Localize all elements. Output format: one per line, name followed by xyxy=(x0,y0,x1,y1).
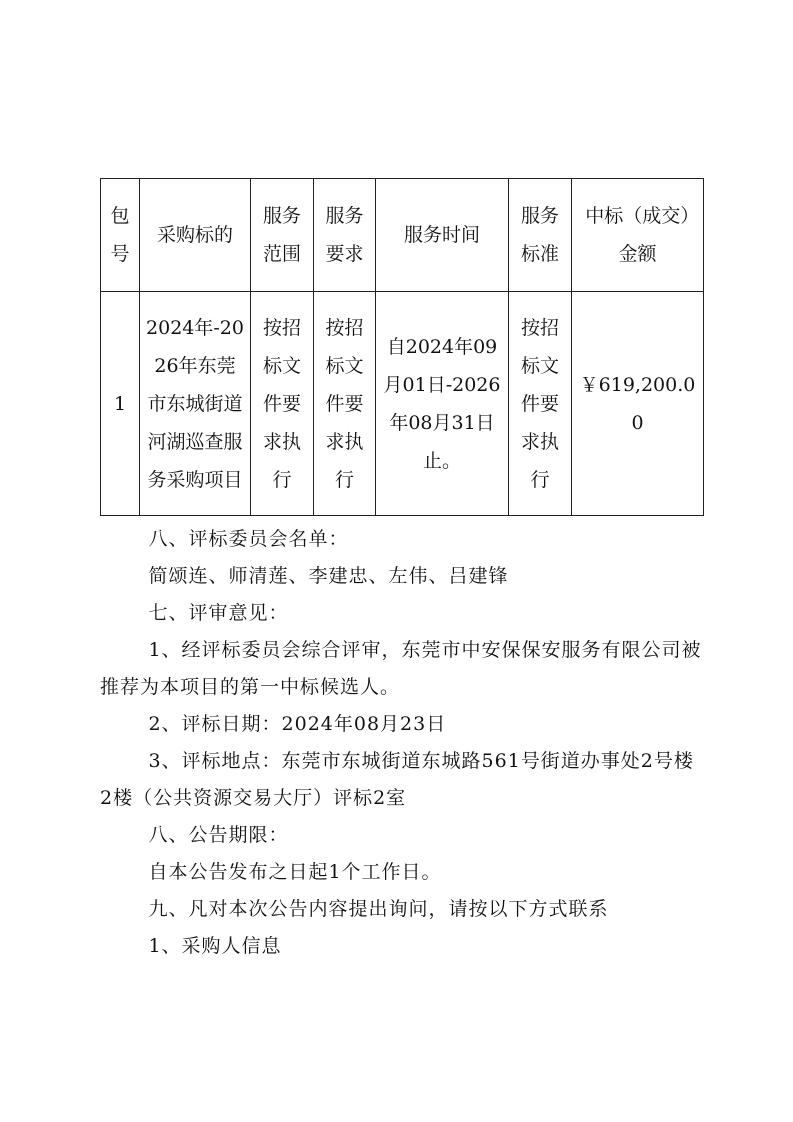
header-period: 服务时间 xyxy=(376,179,509,292)
cell-subject: 2024年-2026年东莞市东城街道河湖巡查服务采购项目 xyxy=(140,292,251,516)
cell-amount: ￥619,200.00 xyxy=(572,292,704,516)
review-item-1: 1、经评标委员会综合评审，东莞市中安保保安服务有限公司被推荐为本项目的第一中标候选人。 xyxy=(100,639,702,698)
table-header-row xyxy=(101,179,704,292)
header-amount: 中标（成交）金额 xyxy=(572,179,704,292)
review-item-3: 3、评标地点：东莞市东城街道东城路561号街道办事处2号楼2楼（公共资源交易大厅）评标2室 xyxy=(100,750,694,809)
header-subject: 采购标的 xyxy=(140,179,251,292)
buyer-info-heading: 1、采购人信息 xyxy=(148,935,282,957)
table-row xyxy=(101,292,704,516)
committee-heading: 八、评标委员会名单： xyxy=(148,528,349,550)
cell-requirement: 按招标文件要求执行 xyxy=(314,292,376,516)
document-body xyxy=(100,521,703,965)
notice-heading: 八、公告期限： xyxy=(148,824,289,846)
cell-scope: 按招标文件要求执行 xyxy=(251,292,314,516)
notice-text: 自本公告发布之日起1个工作日。 xyxy=(148,861,442,883)
header-package: 包号 xyxy=(101,179,140,292)
header-scope: 服务范围 xyxy=(251,179,314,292)
cell-package: 1 xyxy=(101,292,140,516)
header-requirement: 服务要求 xyxy=(314,179,376,292)
review-heading: 七、评审意见： xyxy=(148,602,289,624)
award-table xyxy=(100,178,704,516)
header-standard: 服务标准 xyxy=(509,179,572,292)
review-item-2: 2、评标日期：2024年08月23日 xyxy=(148,713,447,735)
cell-period: 自2024年09月01日-2026年08月31日止。 xyxy=(376,292,509,516)
cell-standard: 按招标文件要求执行 xyxy=(509,292,572,516)
committee-members: 简颂连、师清莲、李建忠、左伟、吕建锋 xyxy=(148,565,509,587)
contact-heading: 九、凡对本次公告内容提出询问，请按以下方式联系 xyxy=(148,898,609,920)
